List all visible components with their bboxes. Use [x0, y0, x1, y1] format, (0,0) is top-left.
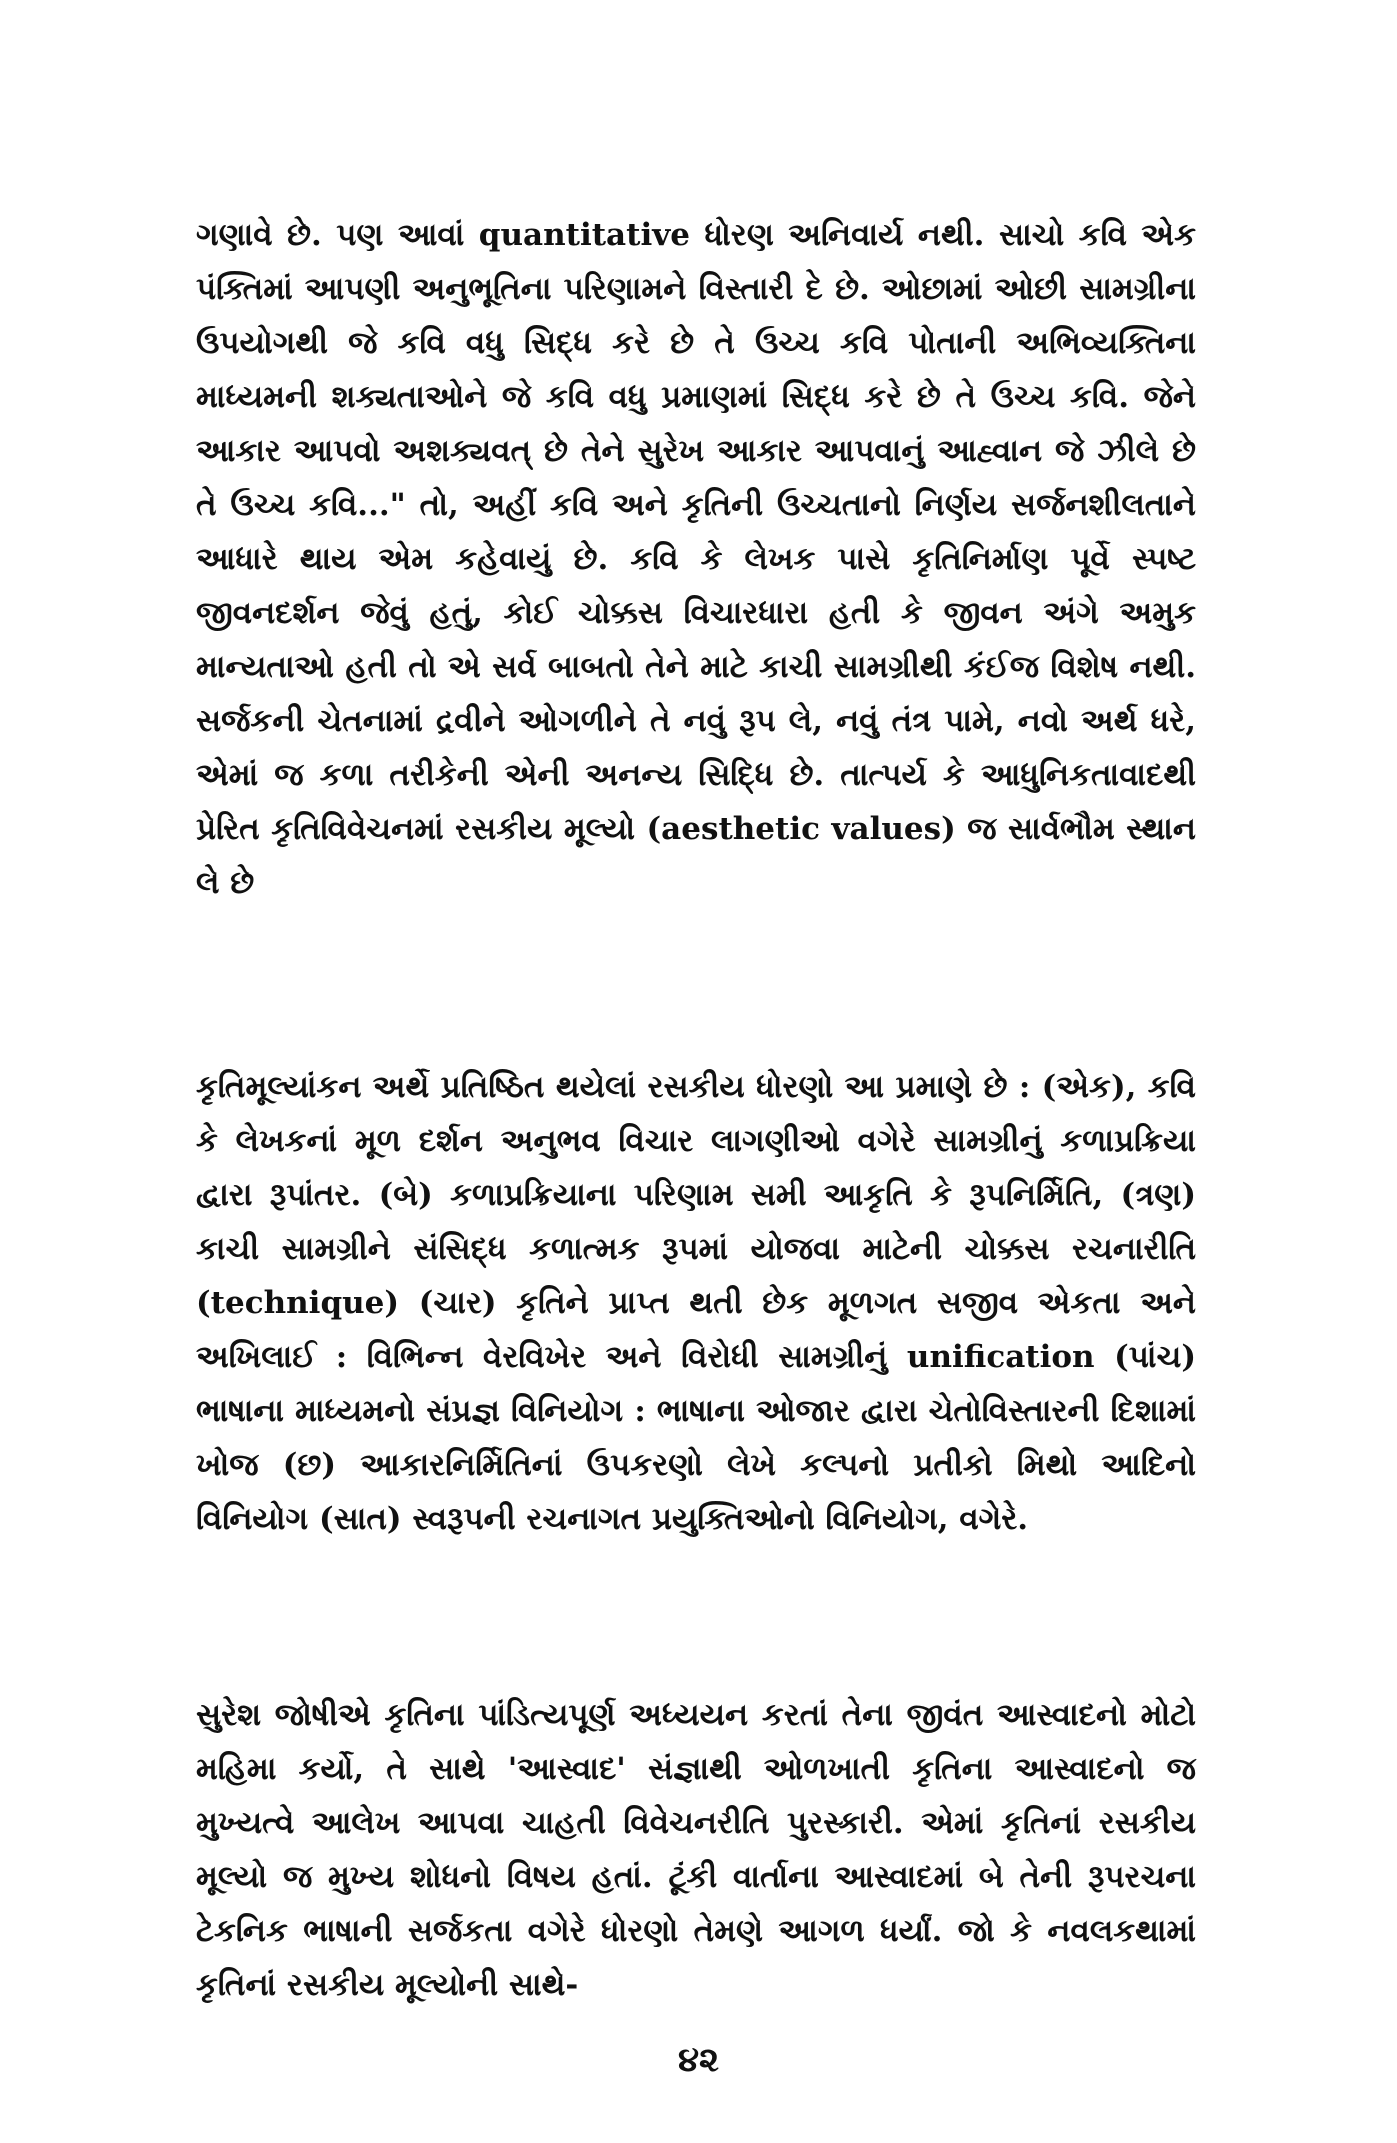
paragraph-3: સુરેશ જોષીએ કૃતિના પાંડિત્યપૂર્ણ અધ્યયન કરતાં તેના જીવંત આસ્વાદનો મોટો મહિમા કર્યો, તે સાથે 'આસ્વાદ' સંજ્ઞાથી ઓળખાતી કૃતિના આસ્વાદનો જ મુખ્યત્વે આલેખ આપવા ચાહતી વિવેચનરીતિ પુરસ્કારી. એમાં કૃતિનાં રસકીય મૂલ્યો જ મુખ્ય શોધનો વિષય હતાં. ટૂંકી વાર્તાના આસ્વાદમાં બે તેની રૂપરચના ટેકનિક ભાષાની સર્જકતા વગેરે ધોરણો તેમણે આગળ ધર્યાં. જો કે નવલકથામાં કૃતિનાં રસકીય મૂલ્યોની સાથે-	[196, 1697, 1196, 2003]
paragraph-2: કૃતિમૂલ્યાંકન અર્થે પ્રતિષ્ઠિત થયેલાં રસકીય ધોરણો આ પ્રમાણે છે : (એક), કવિ કે લેખકનાં મૂળ દર્શન અનુભવ વિચાર લાગણીઓ વગેરે સામગ્રીનું કળાપ્રક્રિયા દ્વારા રૂપાંતર. (બે) કળાપ્રક્રિયાના પરિણામ સમી આકૃતિ કે રૂપનિર્મિતિ, (ત્રણ) કાચી સામગ્રીને સંસિદ્ધ કળાત્મક રૂપમાં યોજવા માટેની ચોક્કસ રચનારીતિ (technique) (ચાર) કૃતિને પ્રાપ્ત થતી છેક મૂળગત સજીવ એકતા અને અખિલાઈ : વિભિન્ન વેરવિખેર અને વિરોધી સામગ્રીનું unification (પાંચ) ભાષાના માધ્યમનો સંપ્રજ્ઞ વિનિયોગ : ભાષાના ઓજાર દ્વારા ચેતોવિસ્તારની દિશામાં ખોજ (છ) આકારનિર્મિતિનાં ઉપકરણો લેખે કલ્પનો પ્રતીકો મિથો આદિનો વિનિયોગ (સાત) સ્વરૂપની રચનાગત પ્રયુક્તિઓનો વિનિયોગ, વગેરે.	[196, 1069, 1196, 1537]
paragraph-1: ગણાવે છે. પણ આવાં quantitative ધોરણ અનિવાર્ય નથી. સાચો કવિ એક પંક્તિમાં આપણી અનુભૂતિના પરિણામને વિસ્તારી દે છે. ઓછામાં ઓછી સામગ્રીના ઉપયોગથી જે કવિ વધુ સિદ્ધ કરે છે તે ઉચ્ચ કવિ પોતાની અભિવ્યક્તિના માધ્યમની શક્યતાઓને જે કવિ વધુ પ્રમાણમાં સિદ્ધ કરે છે તે ઉચ્ચ કવિ. જેને આકાર આપવો અશક્યવત્ છે તેને સુરેખ આકાર આપવાનું આહ્વાન જે ઝીલે છે તે ઉચ્ચ કવિ..." તો, અહીં કવિ અને કૃતિની ઉચ્ચતાનો નિર્ણય સર્જનશીલતાને આધારે થાય એમ કહેવાયું છે. કવિ કે લેખક પાસે કૃતિનિર્માણ પૂર્વે સ્પષ્ટ જીવનદર્શન જેવું હતું, કોઈ ચોક્કસ વિચારધારા હતી કે જીવન અંગે અમુક માન્યતાઓ હતી તો એ સર્વ બાબતો તેને માટે કાચી સામગ્રીથી કંઈજ વિશેષ નથી. સર્જકની ચેતનામાં દ્રવીને ઓગળીને તે નવું રૂપ લે, નવું તંત્ર પામે, નવો અર્થ ધરે, એમાં જ કળા તરીકેની એની અનન્ય સિદ્ધિ છે. તાત્પર્ય કે આધુનિકતાવાદથી પ્રેરિત કૃતિવિવેચનમાં રસકીય મૂલ્યો (aesthetic values) જ સાર્વભૌમ સ્થાન લે છે	[196, 217, 1196, 901]
page-number: ૪૨	[677, 2040, 720, 2080]
